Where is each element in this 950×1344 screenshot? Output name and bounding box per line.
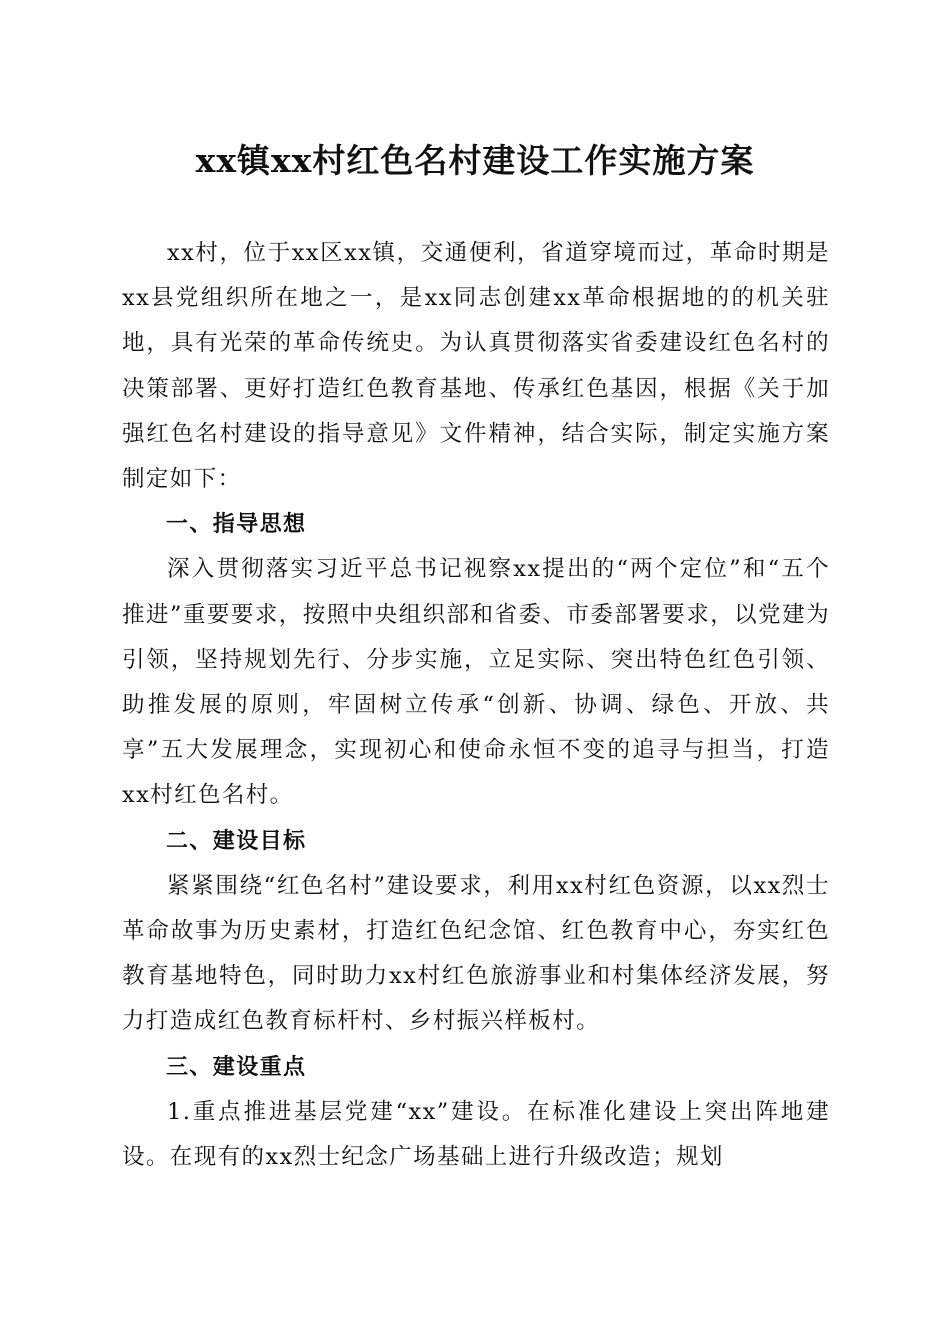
- document-title: xx镇xx村红色名村建设工作实施方案: [195, 141, 755, 180]
- section-heading-guiding-thought: 一、指导思想: [166, 512, 307, 538]
- document-body: [122, 231, 830, 1180]
- guiding-thought-paragraph: 深入贯彻落实习近平总书记视察xx提出的“两个定位”和“五个推进”重要要求，按照中央组织部和省委、市委部署要求，以党建为引领，坚持规划先行、分步实施，立足实际、突出特色红色引领、助推发展的原则，牢固树立传承“创新、协调、绿色、开放、共享”五大发展理念，实现初心和使命永恒不变的追寻与担当，打造xx村红色名村。: [122, 556, 830, 809]
- construction-goals-paragraph: 紧紧围绕“红色名村”建设要求，利用xx村红色资源，以xx烈士革命故事为历史素材，打造红色纪念馆、红色教育中心，夯实红色教育基地特色，同时助力xx村红色旅游事业和村集体经济发展，努力打造成红色教育标杆村、乡村振兴样板村。: [122, 872, 830, 1035]
- section-heading-construction-focus: 三、建设重点: [166, 1054, 307, 1080]
- section-heading-construction-goals: 二、建设目标: [166, 828, 307, 854]
- construction-focus-paragraph: 1.重点推进基层党建“xx”建设。在标准化建设上突出阵地建设。在现有的xx烈士纪念广场基础上进行升级改造；规划: [122, 1098, 830, 1171]
- intro-paragraph: xx村，位于xx区xx镇，交通便利，省道穿境而过，革命时期是xx县党组织所在地之一，是xx同志创建xx革命根据地的的机关驻地，具有光荣的革命传统史。为认真贯彻落实省委建设红色名村的决策部署、更好打造红色教育基地、传承红色基因，根据《关于加强红色名村建设的指导意见》文件精神，结合实际，制定实施方案制定如下：: [122, 240, 830, 493]
